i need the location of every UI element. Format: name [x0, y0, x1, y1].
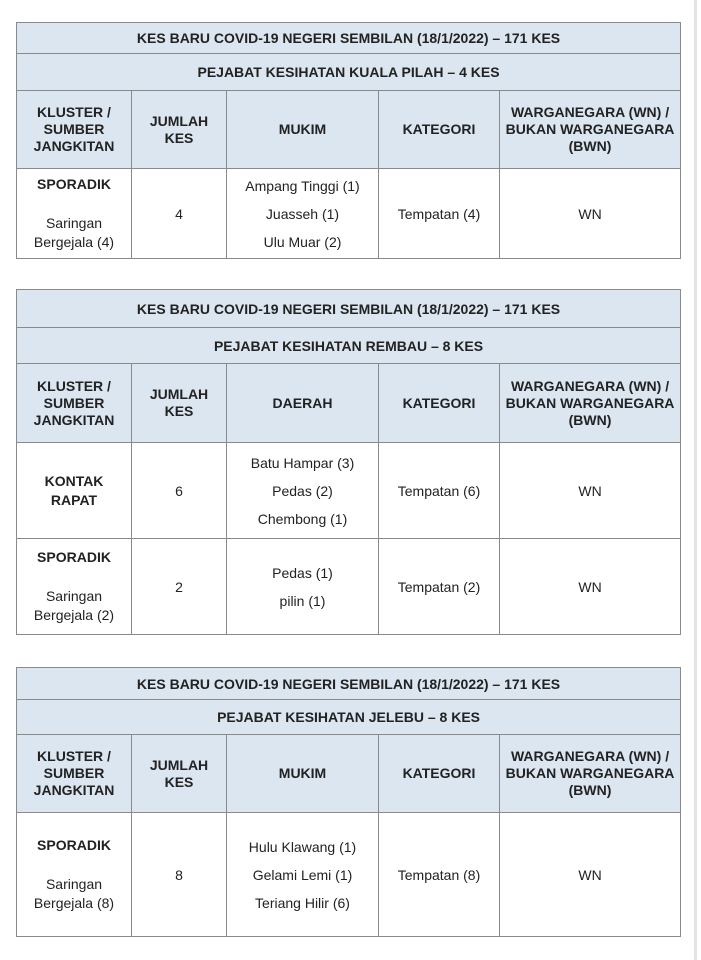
table-row: [17, 539, 681, 635]
kluster-type: SPORADIK: [37, 549, 111, 565]
jumlah-cell: 6: [132, 443, 227, 539]
area-item: Teriang Hilir (6): [255, 894, 350, 911]
kategori-cell: Tempatan (2): [379, 539, 500, 635]
table-row: [17, 169, 681, 259]
kluster-header: KLUSTER / SUMBER JANGKITAN: [17, 735, 132, 813]
area-cell: [227, 539, 379, 635]
kluster-detail: Saringan Bergejala (2): [33, 588, 115, 623]
area-item: Ulu Muar (2): [263, 233, 342, 250]
jelebu-table: [16, 667, 681, 937]
table-title: KES BARU COVID-19 NEGERI SEMBILAN (18/1/2022) – 171 KES: [17, 23, 681, 54]
warga-cell: WN: [500, 169, 681, 259]
kategori-cell: Tempatan (8): [379, 813, 500, 937]
kluster-header: KLUSTER / SUMBER JANGKITAN: [17, 91, 132, 169]
warga-cell: WN: [500, 443, 681, 539]
page-edge: [694, 0, 697, 960]
kategori-cell: Tempatan (4): [379, 169, 500, 259]
area-header: MUKIM: [227, 91, 379, 169]
kluster-type: SPORADIK: [37, 837, 111, 853]
kuala-pilah-table: [16, 22, 681, 259]
table-row: [17, 813, 681, 937]
area-cell: [227, 443, 379, 539]
jumlah-cell: 8: [132, 813, 227, 937]
area-header: DAERAH: [227, 364, 379, 443]
area-item: Hulu Klawang (1): [248, 838, 357, 855]
kluster-detail: Saringan Bergejala (8): [33, 876, 115, 911]
area-item: Pedas (2): [272, 482, 333, 499]
warga-header: WARGANEGARA (WN) / BUKAN WARGANEGARA (BWN): [500, 735, 681, 813]
table-title: KES BARU COVID-19 NEGERI SEMBILAN (18/1/2022) – 171 KES: [17, 668, 681, 700]
area-item: Pedas (1): [272, 564, 333, 581]
kategori-cell: Tempatan (6): [379, 443, 500, 539]
area-item: Batu Hampar (3): [250, 454, 355, 471]
kluster-cell: [17, 539, 132, 635]
area-header: MUKIM: [227, 735, 379, 813]
kluster-detail: Saringan Bergejala (4): [33, 215, 115, 250]
kluster-type: SPORADIK: [37, 176, 111, 192]
area-item: Ampang Tinggi (1): [245, 177, 360, 194]
table-row: [17, 443, 681, 539]
kategori-header: KATEGORI: [379, 364, 500, 443]
warga-cell: WN: [500, 539, 681, 635]
rembau-table: [16, 289, 681, 635]
jumlah-header: JUMLAH KES: [132, 364, 227, 443]
kluster-cell: [17, 813, 132, 937]
table-title: KES BARU COVID-19 NEGERI SEMBILAN (18/1/2022) – 171 KES: [17, 290, 681, 328]
kluster-type: KONTAK RAPAT: [44, 472, 104, 508]
office-title: PEJABAT KESIHATAN KUALA PILAH – 4 KES: [17, 54, 681, 91]
area-cell: [227, 169, 379, 259]
jumlah-cell: 2: [132, 539, 227, 635]
office-title: PEJABAT KESIHATAN REMBAU – 8 KES: [17, 328, 681, 364]
kluster-header: KLUSTER / SUMBER JANGKITAN: [17, 364, 132, 443]
jumlah-header: JUMLAH KES: [132, 735, 227, 813]
area-item: Chembong (1): [257, 510, 348, 527]
kluster-cell: [17, 443, 132, 539]
warga-header: WARGANEGARA (WN) / BUKAN WARGANEGARA (BWN): [500, 364, 681, 443]
kluster-cell: [17, 169, 132, 259]
kategori-header: KATEGORI: [379, 735, 500, 813]
warga-header: WARGANEGARA (WN) / BUKAN WARGANEGARA (BWN): [500, 91, 681, 169]
kategori-header: KATEGORI: [379, 91, 500, 169]
warga-cell: WN: [500, 813, 681, 937]
jumlah-cell: 4: [132, 169, 227, 259]
area-item: pilin (1): [279, 592, 326, 609]
area-cell: [227, 813, 379, 937]
office-title: PEJABAT KESIHATAN JELEBU – 8 KES: [17, 700, 681, 735]
area-item: Juasseh (1): [265, 205, 340, 222]
jumlah-header: JUMLAH KES: [132, 91, 227, 169]
area-item: Gelami Lemi (1): [252, 866, 353, 883]
